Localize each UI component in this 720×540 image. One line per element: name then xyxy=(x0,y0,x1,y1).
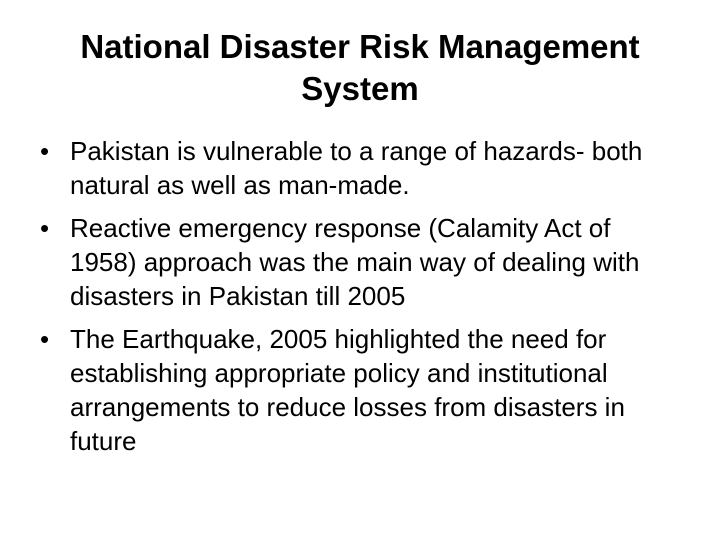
bullet-icon: • xyxy=(40,213,50,243)
bullet-item xyxy=(36,322,684,458)
bullet-list xyxy=(36,134,684,467)
bullet-icon: • xyxy=(40,136,50,166)
bullet-item xyxy=(36,134,684,202)
bullet-text: Reactive emergency response (Calamity Act of 1958) approach was the main way of dealing with disasters in Pakistan till 2005 xyxy=(70,213,640,311)
bullet-text: The Earthquake, 2005 highlighted the need for establishing appropriate policy and institutional arrangements to reduce losses from disasters in future xyxy=(70,324,625,456)
bullet-item xyxy=(36,211,684,313)
slide-title: National Disaster Risk Management System xyxy=(80,28,640,107)
bullet-icon: • xyxy=(40,324,50,354)
bullet-text: Pakistan is vulnerable to a range of hazards- both natural as well as man-made. xyxy=(70,136,643,200)
